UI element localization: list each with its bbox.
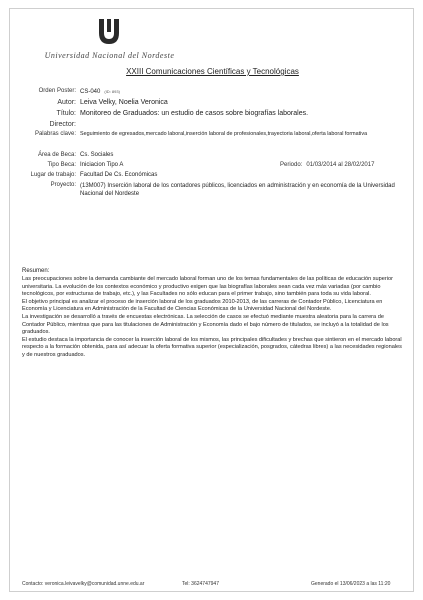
resumen-paragraph: Las preocupaciones sobre la demanda cambiante del mercado laboral forman uno de los temas fundamentales de las políticas de educación superior universitaria. La evolución de los contextos económico y productivo exigen que las biografías laborales sean cada vez más variadas (por cambio tecnológicos, por estructuras de trabajo, etc.), y las Facultades no sólo educan para el primer trabajo, sino también para toda su vida laboral. xyxy=(22,276,393,298)
autor-value: Leiva Velky, Noelia Veronica xyxy=(80,99,168,106)
orden-id: (ID: 893) xyxy=(104,89,120,94)
resumen-title: Resumen: xyxy=(22,268,50,274)
document-page xyxy=(9,8,414,592)
tipo-label: Tipo Beca: xyxy=(47,162,76,168)
palabras-label: Palabras clave: xyxy=(34,131,76,137)
resumen-paragraph: El objetivo principal es analizar el proceso de inserción laboral de los graduados 2010-2013, de las carreras de Contador Público, Licenciatura en Economía y Licenciatura en Administración de la Facultad de Ciencias Económicas de la Universidad Nacional del Nordeste. xyxy=(22,298,383,313)
palabras-value: Seguimiento de egresados,mercado laboral,inserción laboral de profesionales,trayectoria laboral,oferta laboral formativa xyxy=(80,131,368,137)
periodo-label: Periodo: xyxy=(280,162,303,168)
university-name: Universidad Nacional del Nordeste xyxy=(44,51,175,60)
proyecto-label: Proyecto: xyxy=(50,182,76,188)
orden-label: Orden Poster: xyxy=(38,88,76,94)
university-logo-icon xyxy=(97,18,121,45)
periodo xyxy=(280,162,374,169)
conference-title: XXIII Comunicaciones Científicas y Tecnológicas xyxy=(126,67,299,76)
proyecto-value: (13M007) Inserción laboral de los contadores públicos, licenciados en administración y en economía de la Universidad Nacional del Nordeste xyxy=(80,183,395,197)
periodo-value: 01/03/2014 al 28/02/2017 xyxy=(306,162,375,168)
autor-label: Autor: xyxy=(57,99,76,106)
titulo-value: Monitoreo de Graduados: un estudio de casos sobre biografías laborales. xyxy=(80,110,309,117)
footer-phone: Tel: 3624747947 xyxy=(182,581,219,587)
footer-generated: Generado el 13/06/2023 a las 11:20 xyxy=(311,581,391,587)
tipo-value: Iniciacion Tipo A xyxy=(80,162,124,168)
orden-value: CS-040 (ID: 893) xyxy=(80,89,120,95)
resumen-body xyxy=(22,276,402,360)
resumen-paragraph: El estudio destaca la importancia de conocer la inserción laboral de los mismos, las principales dificultades y brechas que sintieron en el mercado laboral respecto a la formación obtenida, para así adecuar la oferta formativa superior (especialización, posgrados, cátedras libres) a las necesidades regionales y de nuestros graduados. xyxy=(22,336,402,358)
director-label: Director: xyxy=(49,121,76,128)
resumen-paragraph: La investigación se desarrolló a través de encuestas electrónicas. La selección de casos se efectuó mediante muestra aleatoria para la carrera de Contador Público, mientras que para las titulaciones de Administración y Economía dado el bajo número de titulados, se incluyó a la totalidad de los graduados. xyxy=(22,313,389,336)
area-label: Área de Beca: xyxy=(37,152,76,158)
lugar-label: Lugar de trabajo: xyxy=(30,172,76,178)
lugar-value: Facultad De Cs. Económicas xyxy=(80,172,158,178)
titulo-label: Título: xyxy=(56,110,76,117)
area-value: Cs. Sociales xyxy=(80,152,114,158)
footer-contact: Contacto: veronica.leivavelky@comunidad.unne.edu.ar xyxy=(22,581,145,587)
